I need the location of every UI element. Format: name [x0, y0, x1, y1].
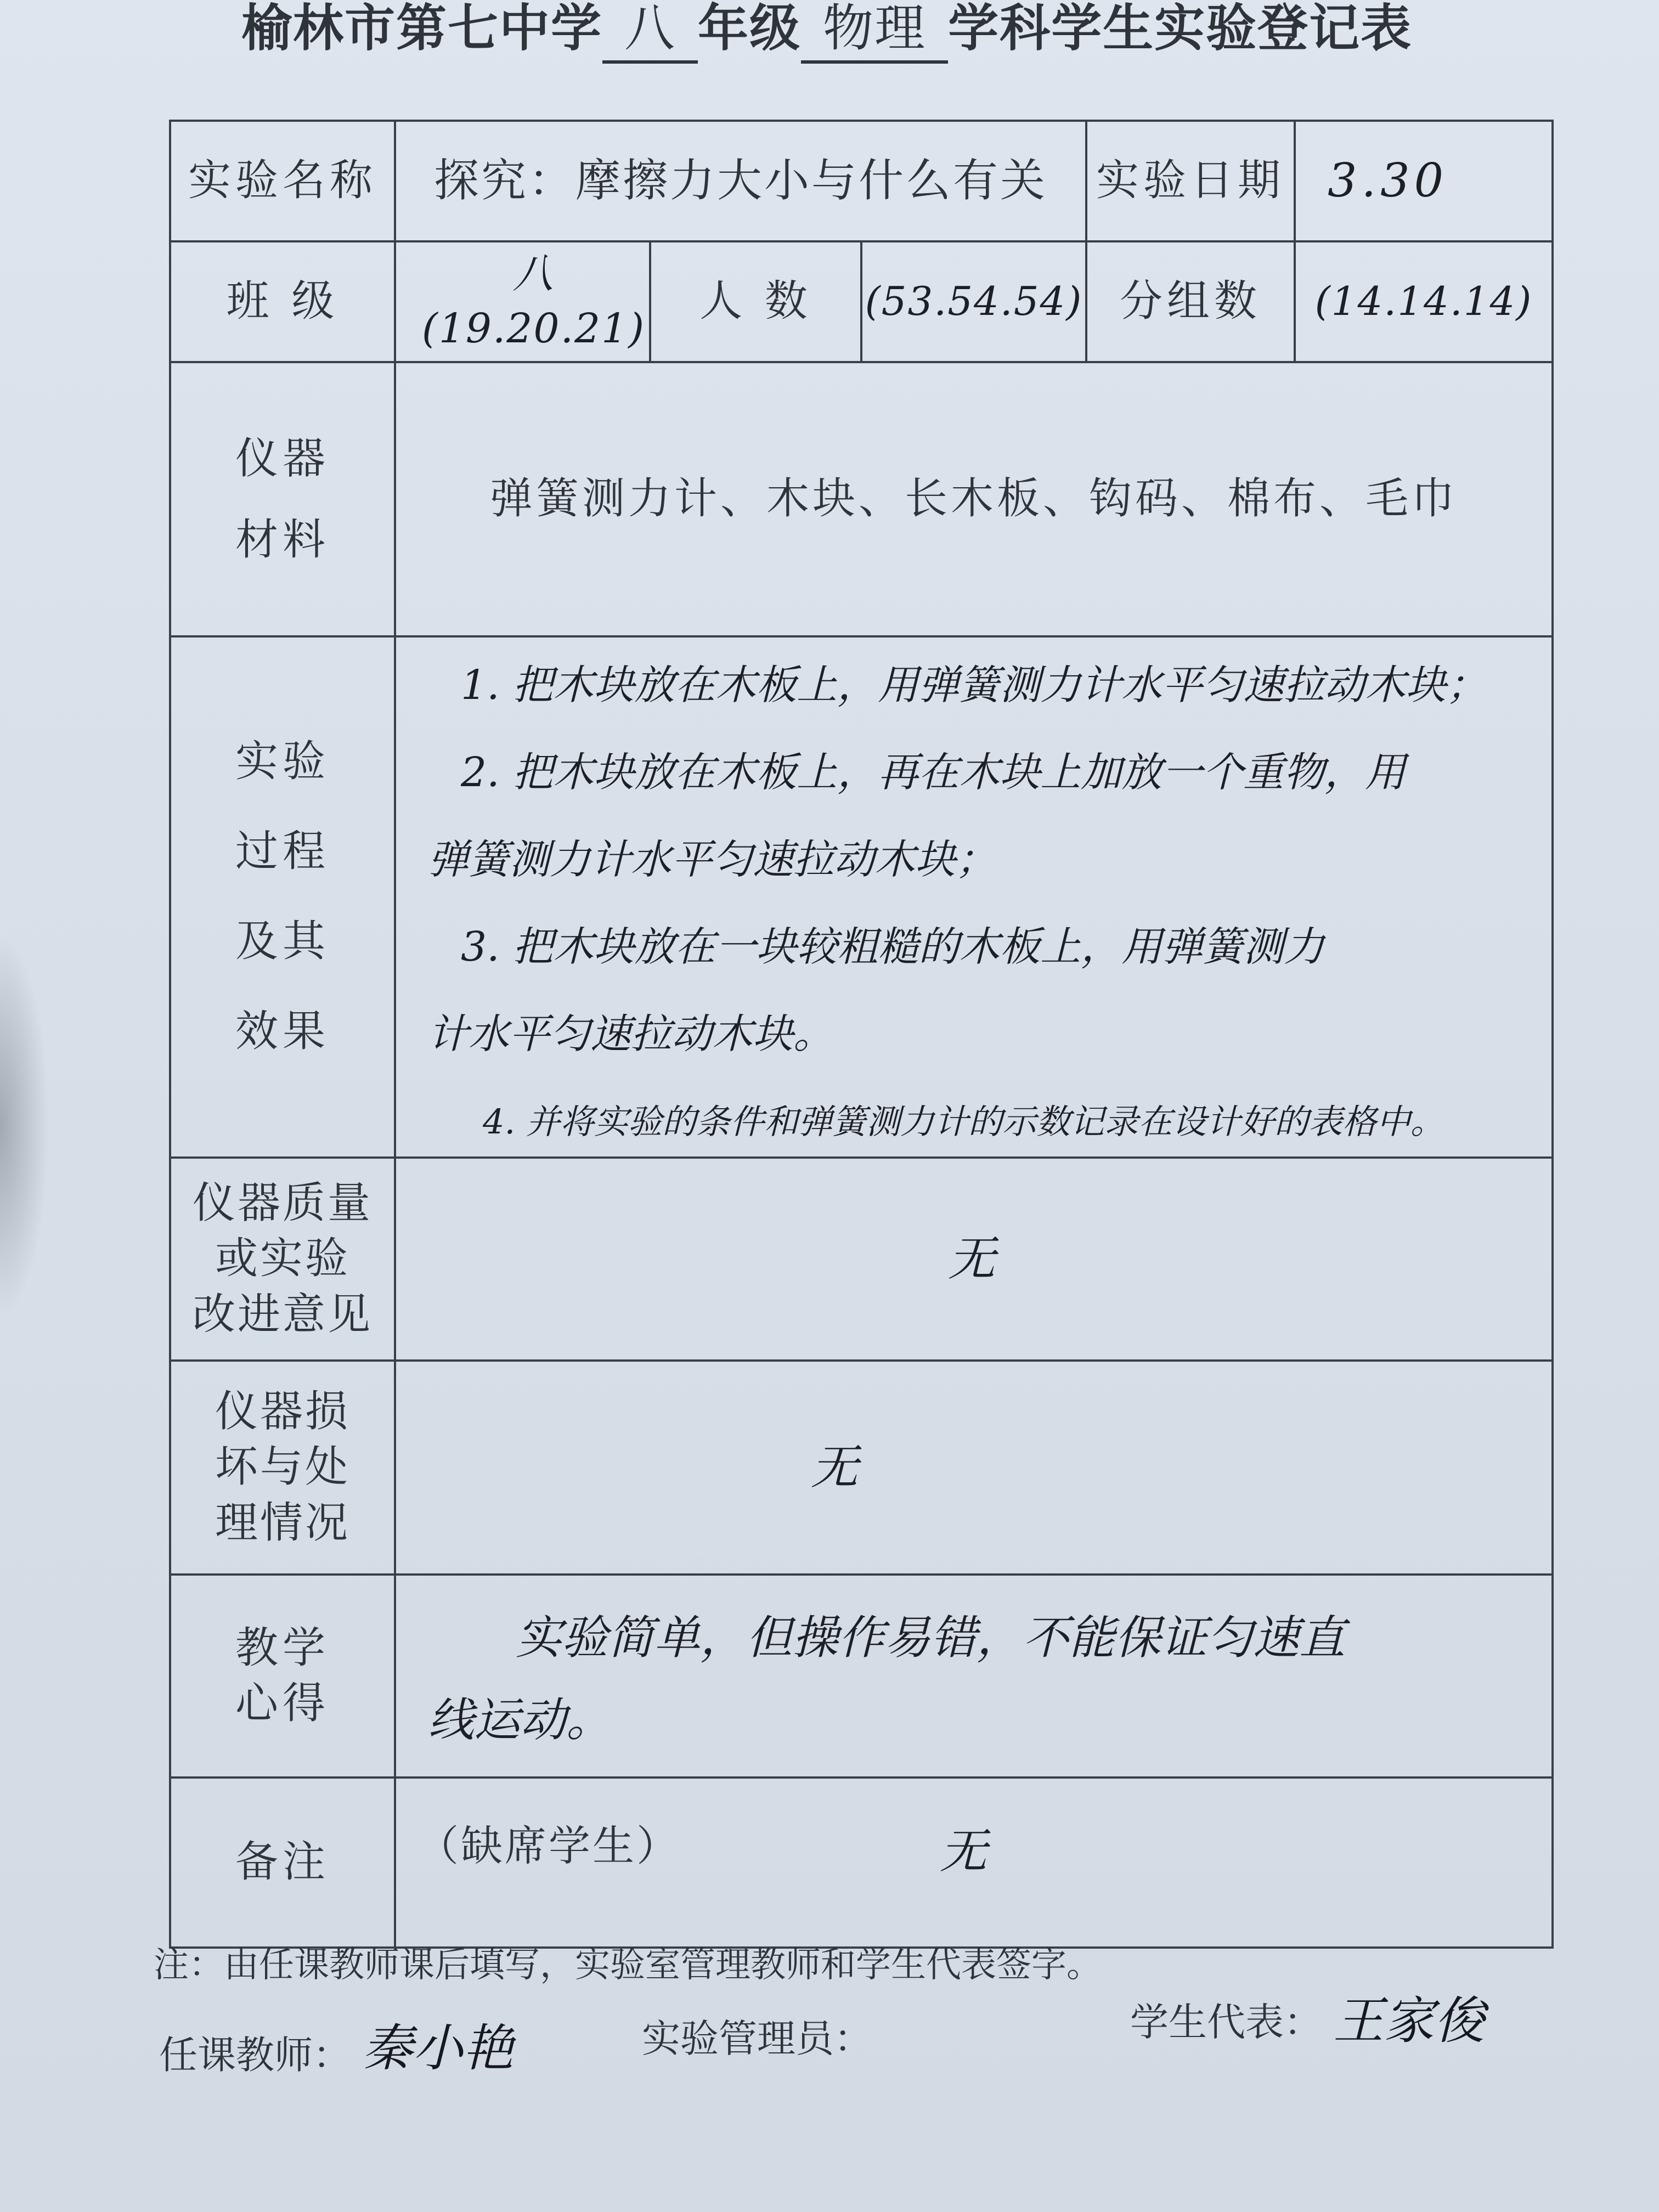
- date-label: 实验日期: [1096, 156, 1285, 206]
- date-value: 3.30: [1328, 154, 1448, 208]
- remarks-label: 备注: [235, 1837, 330, 1887]
- quality-label: [170, 1158, 395, 1361]
- student-rep-signature: 王家俊: [1333, 1991, 1485, 2050]
- count-value: (53.54.54): [865, 278, 1083, 325]
- damage-label-line: 理情况: [215, 1498, 350, 1548]
- class-value: 八(19.20.21): [421, 250, 646, 352]
- experiment-name-value: 探究：摩擦力大小与什么有关: [433, 154, 1047, 207]
- process-label-line: 实验: [235, 737, 330, 787]
- process-label: [170, 636, 395, 1158]
- process-label-line: 及其: [235, 917, 330, 966]
- class-label: 班 级: [226, 276, 339, 326]
- registration-table: [165, 93, 1558, 1964]
- damage-label-line: 坏与处: [215, 1442, 350, 1492]
- damage-label-line: 仪器损: [215, 1386, 350, 1436]
- quality-value: 无: [948, 1231, 1000, 1286]
- materials-label-line: 仪器: [235, 433, 330, 483]
- damage-label: [170, 1361, 395, 1575]
- process-label-line: 效果: [235, 1006, 330, 1056]
- teaching-line: 实验简单，但操作易错，不能保证匀速直: [516, 1611, 1346, 1664]
- process-step-line: 弹簧测力计水平匀速拉动木块；: [428, 836, 996, 883]
- admin-label: 实验管理员：: [642, 2016, 872, 2061]
- process-step-line: 3. 把木块放在一块较粗糙的木板上，用弹簧测力: [461, 923, 1325, 970]
- teaching-notes: [395, 1596, 1553, 1778]
- teaching-line: 线运动。: [428, 1693, 613, 1747]
- remarks-value: 无: [940, 1824, 991, 1879]
- grade-suffix: 年级: [698, 0, 802, 58]
- school-name: 榆林市第七中学: [241, 0, 603, 58]
- damage-value: 无: [811, 1440, 862, 1495]
- teacher-label: 任课教师：: [159, 2033, 351, 2078]
- quality-label-line: 仪器质量: [192, 1178, 373, 1228]
- process-label-line: 过程: [235, 827, 330, 877]
- quality-label-line: 改进意见: [192, 1289, 373, 1339]
- groups-value: (14.14.14): [1314, 278, 1533, 325]
- grade-value: 八: [602, 0, 698, 64]
- teaching-label-line: 心得: [235, 1679, 330, 1728]
- materials-label: [170, 362, 395, 636]
- process-step-line: 1. 把木块放在木板上，用弹簧测力计水平匀速拉动木块；: [461, 662, 1487, 709]
- groups-label: 分组数: [1119, 276, 1261, 326]
- materials-label-line: 材料: [235, 515, 330, 565]
- count-label: 人 数: [699, 276, 812, 326]
- process-step-line: 2. 把木块放在木板上，再在木块上加放一个重物，用: [461, 749, 1406, 796]
- teaching-label: [170, 1575, 395, 1778]
- process-step-line: 4. 并将实验的条件和弹簧测力计的示数记录在设计好的表格中。: [483, 1102, 1444, 1142]
- page-shadow: [0, 933, 49, 1317]
- process-steps: [395, 642, 1553, 1158]
- subject-suffix: 学科学生实验登记表: [948, 0, 1413, 58]
- remarks-sub-label: （缺席学生）: [417, 1821, 680, 1870]
- process-step-line: 计水平匀速拉动木块。: [428, 1011, 834, 1058]
- form-title: [241, 0, 1558, 70]
- teacher-signature: 秦小艳: [362, 2019, 514, 2078]
- student-rep-label: 学生代表：: [1130, 2000, 1322, 2045]
- experiment-name-label: 实验名称: [188, 156, 377, 206]
- teaching-label-line: 教学: [235, 1623, 330, 1673]
- footer-note: 注：由任课教师课后填写，实验室管理教师和学生代表签字。: [154, 1945, 1102, 1985]
- materials-value: 弹簧测力计、木块、长木板、钩码、棉布、毛巾: [489, 474, 1458, 524]
- subject-value: 物理: [801, 0, 948, 64]
- quality-label-line: 或实验: [215, 1234, 350, 1284]
